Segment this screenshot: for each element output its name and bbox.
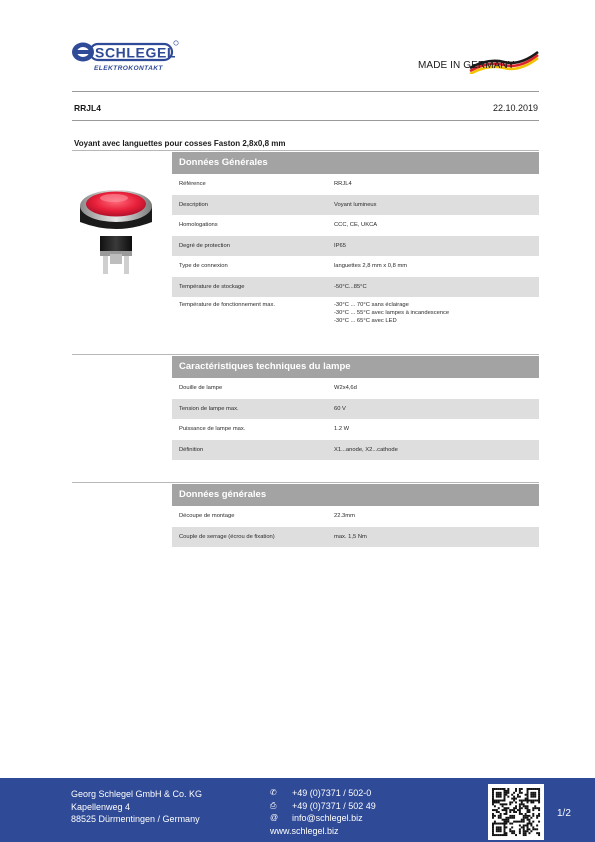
table-row (172, 174, 539, 195)
row-value: X1...anode, X2...cathode (334, 446, 398, 453)
product-subtitle: Voyant avec languettes pour cosses Faston 2,8x0,8 mm (74, 139, 286, 148)
section-separator (72, 150, 539, 151)
phone-icon: ✆ (270, 788, 277, 797)
table-row (172, 378, 539, 399)
row-key: Puissance de lampe max. (179, 426, 246, 433)
qr-code[interactable] (488, 784, 544, 840)
section-header-lamp: Caractéristiques techniques du lampe (172, 356, 539, 378)
company-name: Georg Schlegel GmbH & Co. KG (71, 789, 203, 799)
section-separator (72, 482, 539, 483)
row-value: max. 1,5 Nm (334, 533, 367, 540)
row-value: 1.2 W (334, 426, 350, 433)
mounting-data-table (172, 506, 539, 547)
website-link[interactable]: www.schlegel.biz (270, 825, 339, 836)
table-row (172, 527, 539, 548)
row-key: Découpe de montage (179, 513, 235, 520)
footer-contact (270, 787, 376, 837)
row-value (334, 302, 539, 325)
row-key: Tension de lampe max. (179, 405, 239, 412)
product-image (78, 178, 154, 282)
section-header-general-2: Données générales (172, 484, 539, 506)
table-row (172, 506, 539, 527)
row-value: RRJL4 (334, 181, 352, 188)
row-key: Température de stockage (179, 283, 245, 290)
section-separator (72, 354, 539, 355)
table-row (172, 440, 539, 461)
row-key: Type de connexion (179, 263, 228, 270)
row-value: CCC, CE, UKCA (334, 222, 378, 229)
fax-number: +49 (0)7371 / 502 49 (292, 800, 376, 811)
document-date: 22.10.2019 (492, 103, 538, 113)
row-key: Douille de lampe (179, 385, 223, 392)
row-key: Homologations (179, 222, 218, 229)
row-key: Référence (179, 181, 206, 188)
fax-icon: ⎙ (270, 800, 277, 810)
phone-number[interactable]: +49 (0)7371 / 502-0 (292, 788, 372, 798)
schlegel-logo (70, 40, 180, 72)
table-row (172, 236, 539, 257)
section-header-general: Données Générales (172, 152, 539, 174)
email-icon: @ (270, 813, 279, 822)
table-row (172, 277, 539, 298)
row-value: 60 V (334, 405, 346, 412)
title-rule (72, 120, 539, 121)
row-key: Description (179, 201, 208, 208)
row-value: IP65 (334, 242, 346, 249)
row-value-line: -30°C ... 55°C avec lampes à incandescence (334, 309, 450, 316)
street-address: Kapellenweg 4 (71, 801, 131, 812)
row-key: Température de fonctionnement max. (179, 302, 276, 308)
table-row (172, 256, 539, 277)
row-value: languettes 2,8 mm x 0,8 mm (334, 263, 408, 270)
general-data-table (172, 174, 539, 325)
svg-text:SCHLEGEL: SCHLEGEL (95, 44, 177, 61)
row-key: Degré de protection (179, 242, 230, 249)
row-value: -50°C...85°C (334, 283, 367, 290)
lamp-data-table (172, 378, 539, 460)
table-row (172, 419, 539, 440)
email-link[interactable]: info@schlegel.biz (292, 813, 363, 823)
row-value: 22.3mm (334, 513, 355, 520)
table-row (172, 195, 539, 216)
row-key: Définition (179, 446, 204, 453)
row-value-line: -30°C ... 65°C avec LED (334, 317, 397, 324)
footer-address (71, 788, 202, 826)
row-key: Couple de serrage (écrou de fixation) (179, 533, 275, 540)
table-row (172, 215, 539, 236)
row-value: Voyant lumineux (334, 201, 377, 208)
made-in-label: MADE IN GERMANY (418, 60, 515, 71)
row-value: W2x4,6d (334, 385, 357, 392)
svg-text:ELEKTROKONTAKT: ELEKTROKONTAKT (94, 65, 163, 72)
header-rule (72, 91, 539, 92)
table-row (172, 297, 539, 325)
product-code: RRJL4 (74, 103, 101, 113)
row-value-line: -30°C ... 70°C sans éclairage (334, 302, 409, 308)
city-address: 88525 Dürmentingen / Germany (71, 814, 200, 824)
page-number: 1/2 (557, 808, 571, 819)
table-row (172, 399, 539, 420)
